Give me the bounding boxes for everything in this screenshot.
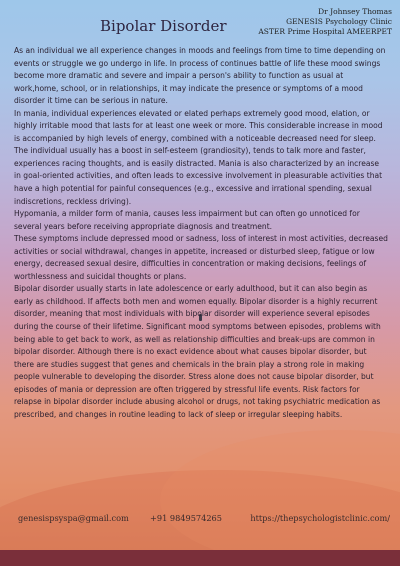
author-name: Dr Johnsey Thomas [318,7,392,16]
paragraph: The individual usually has a boost in self-esteem (grandiosity), tends to talk more and faster, experiences racing thoughts, and is easily distracted. Mania is also characterized by an increase in goal-oriented activities, and often leads to excessive involvement in pleasurable activities that have a high potential for painful consequences (e.g., excessive and irrational spending, sexual indiscretions, reckless driving). [14,146,383,206]
paragraph: These symptoms include depressed mood or sadness, loss of interest in most activities, decreased activities or social withdrawal, changes in appetite, increased or disturbed sleep, fatigue or low energy, decreased sexual desire, difficulties in concentration or making decisions, feelings of worthlessness and suicidal thoughts or plans. [14,234,388,281]
hospital-name: ASTER Prime Hospital AMEERPET [258,26,392,36]
website-link[interactable]: https://thepsychologistclinic.com/ [250,513,390,523]
author-info [258,7,392,36]
page-title: Bipolar Disorder [100,17,227,35]
clinic-name: GENESIS Psychology Clinic [286,16,392,26]
paragraph: Hypomania, a milder form of mania, causes less impairment but can often go unnoticed for several years before receiving appropriate diagnosis and treatment. [14,209,360,231]
paragraph: As an individual we all experience changes in moods and feelings from time to time depending on events or struggle we go undergo in life. In process of continues battle of life these mood swings become more dramatic and severe and impair a person's ability to function as usual at work,home, school, or in relationships, it may indicate the presence or symptoms of a mood disorder it time can be serious in nature. [14,46,386,106]
paragraph: In mania, individual experiences elevated or elated perhaps extremely good mood, elation, or highly irritable mood that lasts for at least one week or more. This considerable increase in mood is accompanied by high levels of energy, combined with a noticeable decreased need for sleep. [14,108,383,143]
footer-bar [0,550,400,566]
email-link[interactable]: genesispsyspa@gmail.com [18,513,129,523]
phone-number[interactable]: +91 9849574265 [150,513,222,523]
article-body [14,45,388,421]
paragraph: Bipolar disorder usually starts in late adolescence or early adulthood, but it can also begin as early as childhood. If affects both men and women equally. Bipolar disorder is a highly recurrent disorder, meaning that most individuals with bipolar disorder will experience several episodes during the course of their lifetime. Significant mood symptoms between episodes, problems with being able to get back to work, as well as relationship difficulties and break-ups are common in bipolar disorder. Although there is no exact evidence about what causes bipolar disorder, but there are studies suggest that genes and chemicals in the brain play a strong role in making people vulnerable to developing the disorder. Stress alone does not cause bipolar disorder, but episodes of mania or depression are often triggered by stressful life events. Risk factors for relapse in bipolar disorder include abusing alcohol or drugs, not taking psychiatric medication as prescribed, and changes in routine leading to lack of sleep or irregular sleeping habits. [14,284,381,419]
